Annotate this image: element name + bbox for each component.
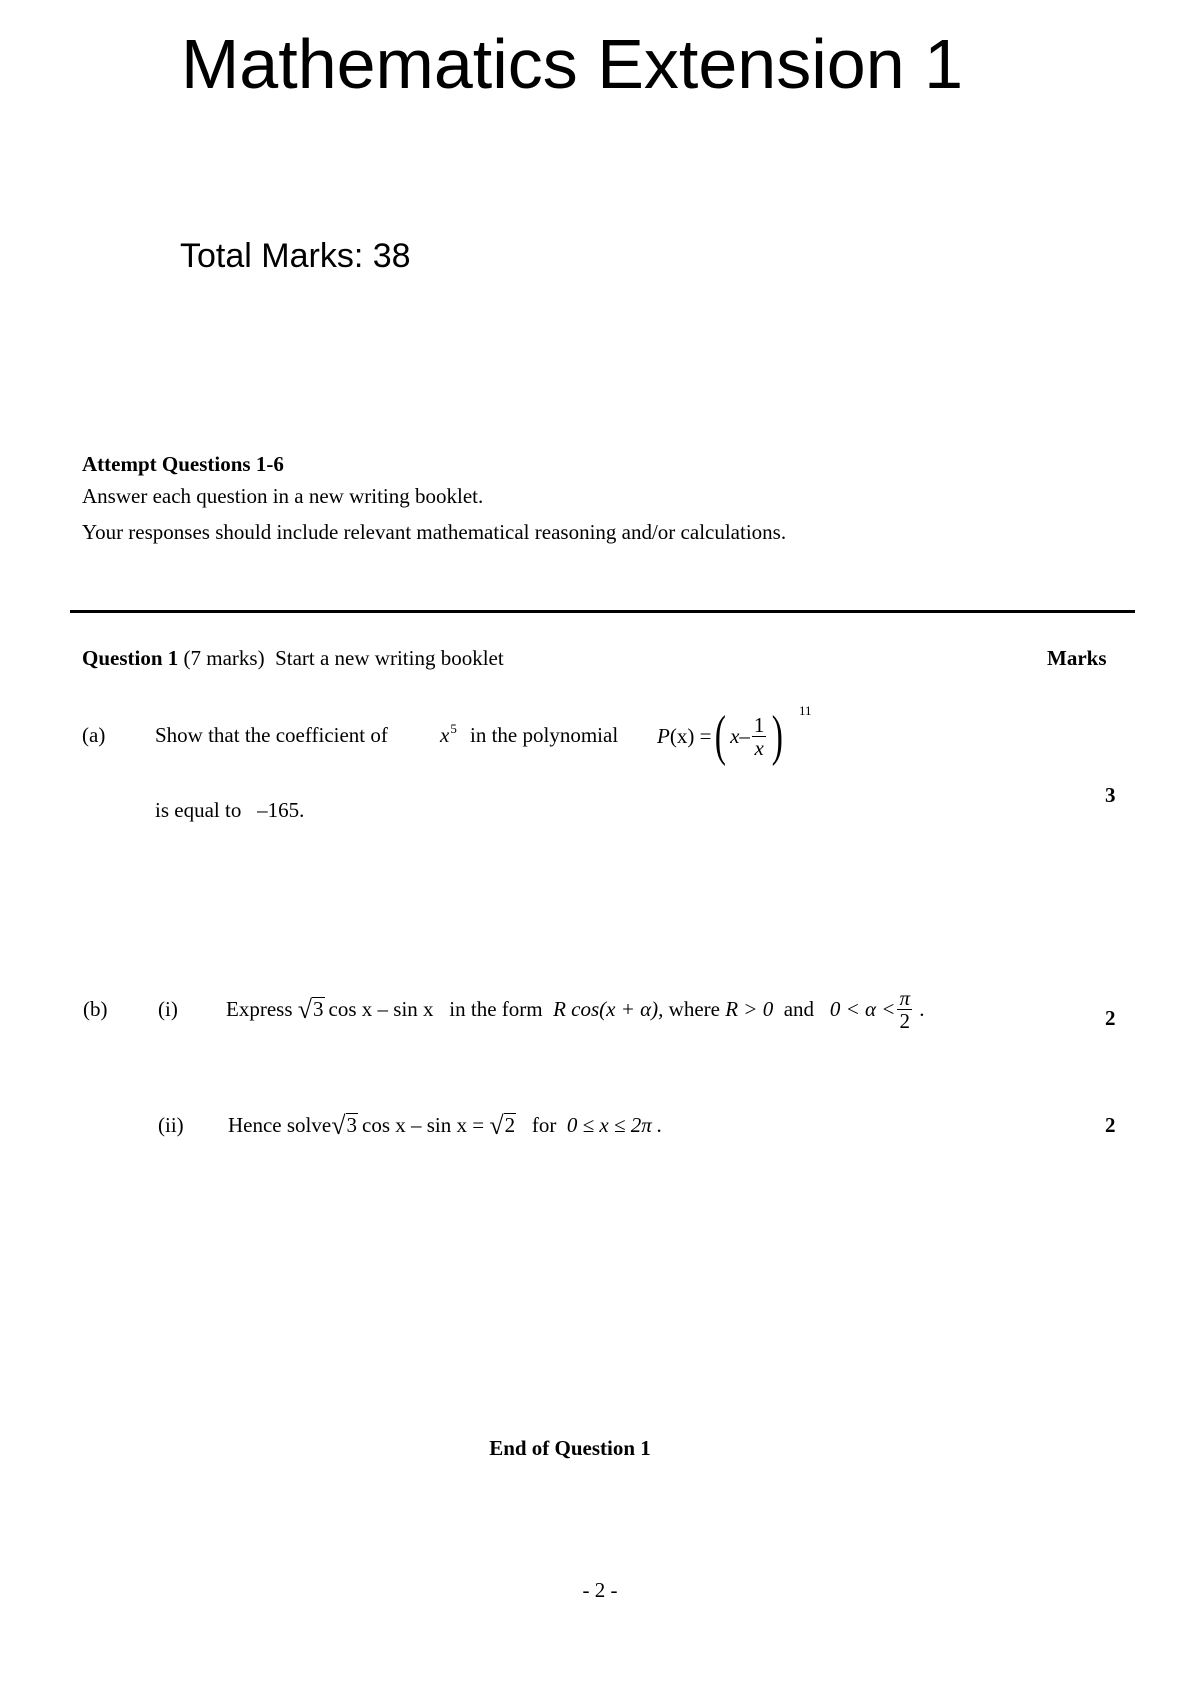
part-a-text-1: Show that the coefficient of (155, 723, 388, 747)
part-a-var: x (440, 723, 450, 747)
left-paren-icon: ( (715, 705, 727, 767)
part-a-value: –165. (257, 798, 305, 822)
part-a-marks: 3 (1105, 783, 1116, 807)
poly-x: x (730, 723, 740, 748)
question-label: Question 1 (82, 646, 179, 670)
sqrt-three (297, 994, 325, 1024)
right-paren-icon: ) (772, 705, 784, 767)
part-b-ii-range: 0 ≤ x ≤ 2π . (566, 1112, 663, 1137)
radical-icon: √ (489, 1110, 504, 1140)
radical-icon: √ (297, 994, 313, 1024)
question-instruction: Start a new writing booklet (275, 646, 504, 670)
pi-over-two (897, 987, 912, 1032)
part-b-ii-label: (ii) (158, 1113, 184, 1137)
part-b-i-text-2: in the form (449, 996, 543, 1021)
poly-name: P (657, 723, 670, 748)
part-b-i-cond-1: R > 0 (725, 996, 774, 1021)
part-b-label: (b) (83, 997, 108, 1021)
part-b-i-expr: cos x – sin x (328, 996, 434, 1021)
poly-fraction (752, 714, 767, 759)
part-a-power: 5 (450, 721, 457, 736)
question-header (82, 644, 504, 672)
instruction-line-2: Your responses should include relevant mathematical reasoning and/or calculations. (82, 520, 787, 544)
sqrt-value-2: 2 (504, 1112, 516, 1137)
part-b-i-marks: 2 (1105, 1006, 1116, 1030)
part-b-i-form: R cos(x + α), (553, 996, 664, 1021)
poly-arg: (x) = (669, 723, 712, 748)
part-a-text-3 (155, 796, 304, 824)
polynomial-expression (657, 701, 787, 771)
part-b-i-label: (i) (158, 997, 178, 1021)
poly-exponent: 11 (799, 703, 812, 718)
sqrt-value: 3 (313, 996, 324, 1021)
part-b-ii-expr: cos x – sin x = (362, 1112, 485, 1137)
marks-column-heading: Marks (1047, 646, 1107, 670)
frac-numerator: 1 (753, 712, 765, 737)
part-a-label: (a) (82, 723, 106, 747)
part-a-text-2: in the polynomial (470, 723, 619, 747)
question-marks-note: (7 marks) (183, 646, 265, 670)
total-marks: Total Marks: 38 (180, 237, 411, 275)
poly-minus: – (739, 723, 750, 748)
sqrt-value-ii: 3 (346, 1112, 357, 1137)
radical-icon: √ (331, 1110, 346, 1140)
frac-denominator: x (754, 735, 764, 760)
page-number: - 2 - (582, 1578, 618, 1602)
end-of-question: End of Question 1 (489, 1436, 651, 1460)
part-b-i-cond-2: 0 < α < (829, 996, 896, 1021)
part-b-ii-marks: 2 (1105, 1113, 1116, 1137)
part-b-ii-text-2: for (531, 1112, 557, 1137)
part-b-i-statement (226, 985, 924, 1033)
pi-numerator: π (899, 985, 910, 1010)
part-a-x-power (440, 721, 457, 752)
part-b-ii-text-1: Hence solve (228, 1112, 332, 1137)
part-a-equal-text: is equal to (155, 798, 242, 822)
part-b-i-period: . (919, 996, 925, 1021)
instruction-line-1: Answer each question in a new writing booklet. (82, 484, 484, 508)
part-b-i-text-3: where (668, 996, 720, 1021)
part-b-i-and: and (783, 996, 815, 1021)
sqrt-three-ii (331, 1110, 358, 1140)
horizontal-rule (70, 610, 1135, 613)
part-b-i-text-1: Express (226, 996, 293, 1021)
part-b-ii-statement (228, 1104, 662, 1146)
instructions-heading: Attempt Questions 1-6 (82, 452, 284, 476)
sqrt-two (489, 1110, 516, 1140)
two-denominator: 2 (899, 1008, 910, 1033)
exam-title: Mathematics Extension 1 (181, 25, 964, 103)
